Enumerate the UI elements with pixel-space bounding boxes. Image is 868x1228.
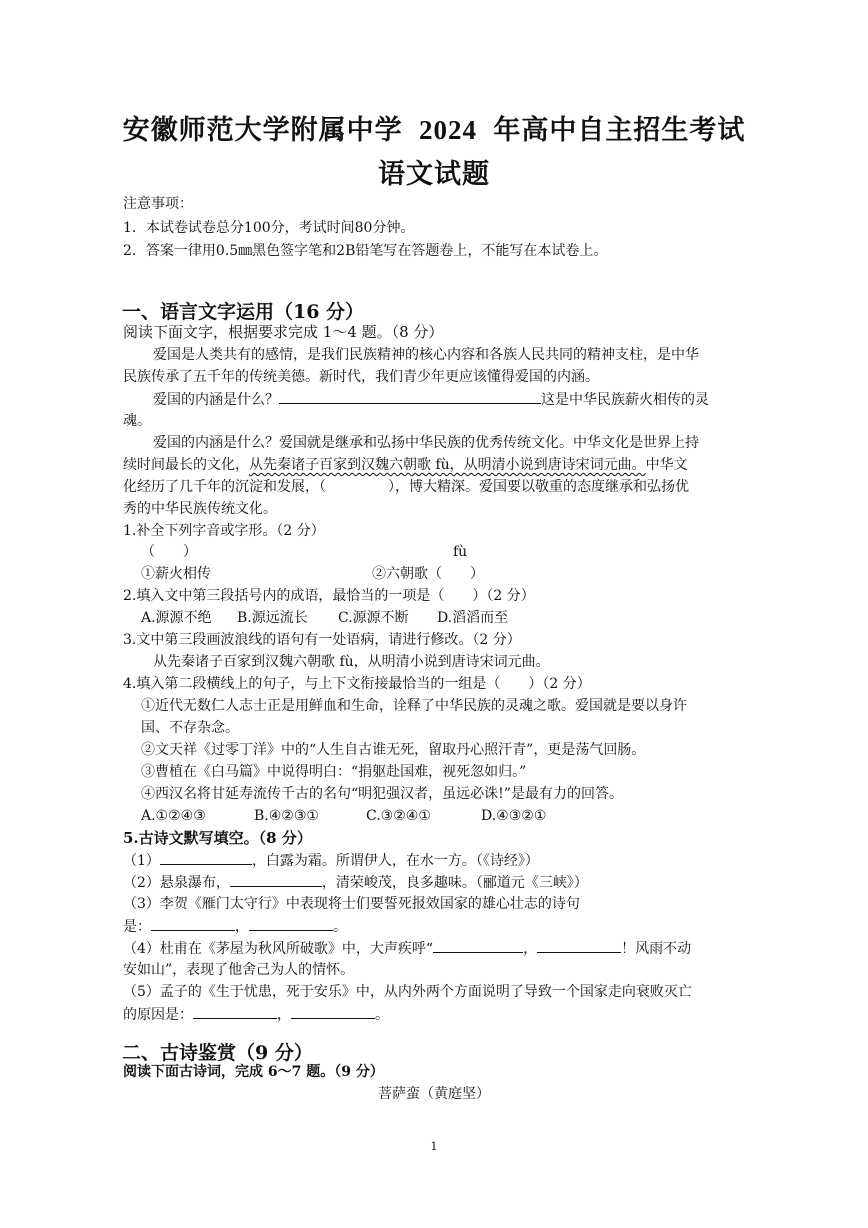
q5-2-blank[interactable]	[230, 872, 322, 887]
para1-line2: 民族传承了五千年的传统美德。新时代，我们青少年更应该懂得爱国的内涵。	[123, 369, 599, 385]
q5-2-prefix: （2）悬泉瀑布，	[123, 875, 230, 891]
q2-option-b: B.源远流长	[237, 610, 308, 626]
q5-item-4a	[123, 938, 691, 959]
q5-1-blank[interactable]	[160, 850, 252, 865]
question-2: 2.填入文中第三段括号内的成语，最恰当的一项是（ ）（2 分）	[123, 588, 535, 604]
q4-sentence-2: ②文天祥《过零丁洋》中的“人生自古谁无死，留取丹心照汗青”，更是荡气回肠。	[141, 742, 646, 758]
q4-sentence-1a: ①近代无数仁人志士正是用鲜血和生命，诠释了中华民族的灵魂之歌。爱国就是要以身许	[141, 698, 687, 714]
para3-line2-b: 中华文	[645, 457, 688, 473]
title-school: 安徽师范大学附属中学	[122, 115, 403, 146]
page-number: 1	[430, 1140, 438, 1153]
q5-4-blank-2[interactable]	[537, 938, 621, 953]
q5-3-prefix: 是：	[123, 919, 151, 935]
poem-title: 菩萨蛮（黄庭坚）	[378, 1086, 490, 1102]
q5-item-3a: （3）李贺《雁门太守行》中表现将士们要誓死报效国家的雄心壮志的诗句	[123, 896, 580, 912]
q5-5-blank-2[interactable]	[291, 1004, 375, 1019]
notice-heading: 注意事项：	[123, 196, 193, 212]
title-year: 2024	[419, 115, 477, 145]
q5-4-prefix: （4）杜甫在《茅屋为秋风所破歌》中，大声疾呼“	[123, 941, 434, 957]
q5-3-comma: ，	[235, 919, 249, 935]
para3-line1: 爱国的内涵是什么？爱国就是继承和弘扬中华民族的优秀传统文化。中华文化是世界上持	[153, 435, 699, 451]
para3-wavy-sentence: 从先秦诸子百家到汉魏六朝歌 fù，从明清小说到唐诗宋词元曲。	[249, 457, 646, 473]
q5-4-blank-1[interactable]	[433, 938, 523, 953]
para2-blank[interactable]	[279, 389, 541, 404]
q1-pinyin: fù	[453, 544, 468, 560]
q5-5-comma: ，	[277, 1007, 291, 1023]
para3-line3	[123, 477, 689, 497]
q4-sentence-4: ④西汉名将甘延寿流传千古的名句“明犯强汉者，虽远必诛!”是最有力的回答。	[141, 786, 623, 802]
q1-option-2: ②六朝歌（ ）	[372, 566, 484, 582]
q5-1-suffix: ，白露为霜。所谓伊人，在水一方。（《诗经》）	[251, 853, 539, 869]
notice-item-1: 1．本试卷试卷总分100分，考试时间80分钟。	[123, 220, 415, 236]
para3-line3-a: 化经历了几千年的沉淀和发展，（	[123, 479, 326, 495]
section2-heading: 二、古诗鉴赏（9 分）	[122, 1042, 313, 1064]
question-5: 5.古诗文默写填空。（8 分）	[123, 829, 312, 847]
question-4: 4.填入第二段横线上的句子，与上下文衔接最恰当的一组是（ ）（2 分）	[123, 676, 591, 692]
section1-instruction: 阅读下面文字，根据要求完成 1～4 题。（8 分）	[123, 323, 444, 341]
para2-text-a: 爱国的内涵是什么？	[153, 392, 279, 408]
q4-option-b: B.④②③①	[254, 808, 319, 824]
q5-3-blank-2[interactable]	[249, 916, 333, 931]
section2-instruction: 阅读下面古诗词，完成 6～7 题。（9 分）	[123, 1064, 384, 1080]
para3-line4: 秀的中华民族传统文化。	[123, 501, 277, 517]
para2-text-b: 这是中华民族薪火相传的灵	[541, 392, 709, 408]
q1-option-1: ①薪火相传	[141, 566, 211, 582]
para2-line1	[153, 389, 709, 410]
section1-heading: 一、语言文字运用（16 分）	[122, 301, 365, 323]
para2-line2: 魂。	[123, 413, 151, 429]
question-1: 1.补全下列字音或字形。（2 分）	[123, 523, 325, 539]
para3-line2	[123, 455, 688, 475]
q5-5-blank-1[interactable]	[193, 1004, 277, 1019]
exam-title	[0, 108, 868, 147]
title-exam: 年高中自主招生考试	[493, 115, 746, 146]
q2-option-c: C.源源不断	[338, 610, 409, 626]
q4-option-d: D.④③②①	[481, 808, 547, 824]
para3-line3-b: ），博大精深。爱国要以敬重的态度继承和弘扬优	[388, 479, 689, 495]
q5-item-3b	[123, 916, 347, 937]
exam-subtitle: 语文试题	[378, 159, 490, 190]
q5-4-suffix: ！风雨不动	[621, 941, 692, 957]
q4-option-a: A.①②④③	[141, 808, 206, 824]
q5-item-4b: 安如山”，表现了他舍己为人的情怀。	[123, 962, 355, 978]
question-3: 3.文中第三段画波浪线的语句有一处语病，请进行修改。（2 分）	[123, 632, 521, 648]
notice-item-2: 2．答案一律用0.5㎜黑色签字笔和2B铅笔写在答题卷上，不能写在本试卷上。	[123, 243, 608, 259]
q5-5-prefix: 的原因是：	[123, 1007, 193, 1023]
q5-item-1	[123, 850, 539, 871]
q5-item-5b	[123, 1004, 389, 1025]
para3-line2-a: 续时间最长的文化，	[123, 457, 249, 473]
q5-4-comma: ，	[523, 941, 538, 957]
q4-option-c: C.③②④①	[366, 808, 431, 824]
para1-line1: 爱国是人类共有的感情，是我们民族精神的核心内容和各族人民共同的精神支柱，是中华	[153, 347, 699, 363]
q5-1-prefix: （1）	[123, 853, 160, 869]
q5-5-period: 。	[375, 1007, 389, 1023]
q1-blank-paren[interactable]: （ ）	[141, 544, 197, 560]
q5-3-blank-1[interactable]	[151, 916, 235, 931]
q5-3-period: 。	[333, 919, 347, 935]
q4-sentence-1b: 国、不存杂念。	[141, 720, 239, 736]
q2-option-d: D.滔滔而至	[437, 610, 509, 626]
q3-sentence: 从先秦诸子百家到汉魏六朝歌 fù，从明清小说到唐诗宋词元曲。	[153, 654, 550, 670]
q5-2-suffix: ，清荣峻茂，良多趣味。（郦道元《三峡》）	[321, 875, 588, 891]
q2-option-a: A.源源不绝	[141, 610, 212, 626]
q5-item-5a: （5）孟子的《生于忧患，死于安乐》中，从内外两个方面说明了导致一个国家走向衰败灭亡	[123, 984, 692, 1000]
q4-sentence-3: ③曹植在《白马篇》中说得明白：“捐躯赴国难，视死忽如归。”	[141, 764, 527, 780]
q5-item-2	[123, 872, 588, 893]
